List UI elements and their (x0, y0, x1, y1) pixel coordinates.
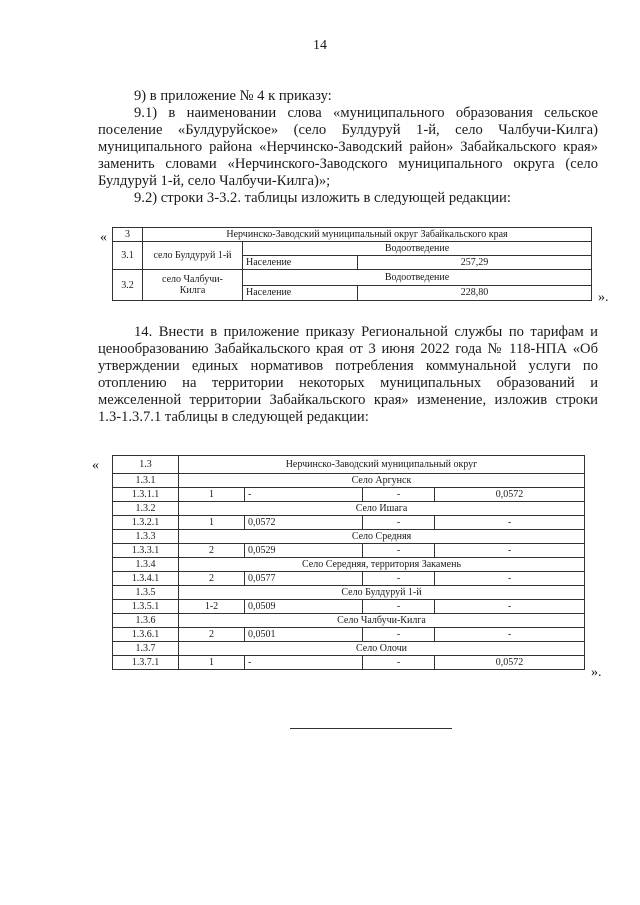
row-number: 1.3.7 (113, 642, 179, 656)
open-quote: « (100, 230, 107, 245)
table-row (113, 488, 585, 502)
tariff-value: 257,29 (358, 256, 592, 270)
text-line: поселение «Булдуруйское» (село Булдуруй 1-й, село Чалбучи-Килга) (98, 122, 598, 138)
norm-value: - (363, 628, 435, 642)
open-quote: « (92, 458, 99, 473)
paragraph-14 (98, 324, 598, 426)
table-row (113, 474, 585, 488)
district-title: Нерчинско-Заводский муниципальный округ Забайкальского края (143, 228, 592, 242)
row-number: 1.3.6.1 (113, 628, 179, 642)
norm-value: 0,0572 (245, 516, 363, 530)
close-quote: ». (598, 290, 609, 305)
floors-value: 1 (179, 516, 245, 530)
row-number: 1.3.5.1 (113, 600, 179, 614)
norm-value: - (363, 544, 435, 558)
paragraph-9 (98, 88, 598, 207)
norm-value: - (363, 572, 435, 586)
settlement-name: село Чалбучи-Килга (143, 270, 243, 301)
row-number: 3.1 (113, 242, 143, 270)
floors-value: 2 (179, 544, 245, 558)
text-line: межселенной территории Забайкальского края» изменение, изложив строки (98, 392, 598, 408)
norm-value: 0,0577 (245, 572, 363, 586)
water-disposal-table (112, 227, 592, 301)
table-row (113, 516, 585, 530)
norm-value: - (435, 600, 585, 614)
row-number: 1.3.4.1 (113, 572, 179, 586)
norm-value: 0,0509 (245, 600, 363, 614)
service-type: Водоотведение (243, 270, 592, 286)
row-number: 1.3.2.1 (113, 516, 179, 530)
district-title: Нерчинско-Заводский муниципальный округ (179, 456, 585, 474)
table-row (113, 600, 585, 614)
norm-value: 0,0572 (435, 656, 585, 670)
close-quote: ». (591, 665, 602, 680)
norm-value: - (363, 600, 435, 614)
table-row (113, 642, 585, 656)
table-row (113, 530, 585, 544)
table-row (113, 628, 585, 642)
norm-value: - (245, 488, 363, 502)
table-row (113, 586, 585, 600)
page-number: 14 (313, 38, 327, 53)
norm-value: - (435, 544, 585, 558)
floors-value: 1 (179, 488, 245, 502)
text-line: Булдуруй 1-й, село Чалбучи-Килга)»; (98, 173, 331, 189)
floors-value: 2 (179, 572, 245, 586)
text-line: 9) в приложение № 4 к приказу: (134, 88, 332, 104)
norm-value: - (245, 656, 363, 670)
consumer-label: Население (243, 256, 358, 270)
row-number: 1.3 (113, 456, 179, 474)
table-row (113, 558, 585, 572)
norm-value: 0,0529 (245, 544, 363, 558)
norm-value: 0,0501 (245, 628, 363, 642)
row-number: 1.3.1 (113, 474, 179, 488)
text-line: 14. Внести в приложение приказу Региональной службы по тарифам и (134, 324, 598, 340)
settlement-name: Село Середняя, территория Закамень (179, 558, 585, 572)
norm-value: - (363, 488, 435, 502)
settlement-name: Село Олочи (179, 642, 585, 656)
table-row (113, 242, 592, 256)
text-line: отоплению на территории некоторых муниципальных образований и (98, 375, 598, 391)
row-number: 1.3.3 (113, 530, 179, 544)
norm-value: - (435, 628, 585, 642)
consumer-label: Население (243, 285, 358, 301)
norm-value: - (435, 516, 585, 530)
table-row (113, 656, 585, 670)
heating-norms-table (112, 455, 585, 670)
table-row (113, 572, 585, 586)
service-type: Водоотведение (243, 242, 592, 256)
settlement-name: Село Чалбучи-Килга (179, 614, 585, 628)
norm-value: - (363, 656, 435, 670)
table-row (113, 456, 585, 474)
row-number: 1.3.6 (113, 614, 179, 628)
row-number: 1.3.7.1 (113, 656, 179, 670)
table-row (113, 502, 585, 516)
table-row (113, 270, 592, 286)
text-line: 9.1) в наименовании слова «муниципального образования сельское (134, 105, 598, 121)
text-line: 9.2) строки 3-3.2. таблицы изложить в следующей редакции: (134, 190, 511, 206)
settlement-name: Село Ишага (179, 502, 585, 516)
row-number: 3.2 (113, 270, 143, 301)
norm-value: - (363, 516, 435, 530)
table-row (113, 614, 585, 628)
text-line: ценообразованию Забайкальского края от 3 июня 2022 года № 118-НПА «Об (98, 341, 598, 357)
settlement-name: Село Средняя (179, 530, 585, 544)
text-line: утверждении единых нормативов потребления коммунальной услуги по (98, 358, 598, 374)
norm-value: - (435, 572, 585, 586)
table-row (113, 228, 592, 242)
row-number: 1.3.5 (113, 586, 179, 600)
row-number: 1.3.2 (113, 502, 179, 516)
floors-value: 1 (179, 656, 245, 670)
norm-value: 0,0572 (435, 488, 585, 502)
row-number: 1.3.4 (113, 558, 179, 572)
text-line: заменить словами «Нерчинского-Заводского муниципального округа (село (98, 156, 598, 172)
row-number: 1.3.3.1 (113, 544, 179, 558)
table-row (113, 544, 585, 558)
settlement-name: Село Булдуруй 1-й (179, 586, 585, 600)
signature-line (290, 728, 452, 729)
row-number: 3 (113, 228, 143, 242)
tariff-value: 228,80 (358, 285, 592, 301)
settlement-name: село Булдуруй 1-й (143, 242, 243, 270)
row-number: 1.3.1.1 (113, 488, 179, 502)
floors-value: 1-2 (179, 600, 245, 614)
settlement-name: Село Аргунск (179, 474, 585, 488)
text-line: муниципального района «Нерчинско-Заводский район» Забайкальского края» (98, 139, 598, 155)
text-line: 1.3-1.3.7.1 таблицы в следующей редакции: (98, 409, 369, 425)
floors-value: 2 (179, 628, 245, 642)
